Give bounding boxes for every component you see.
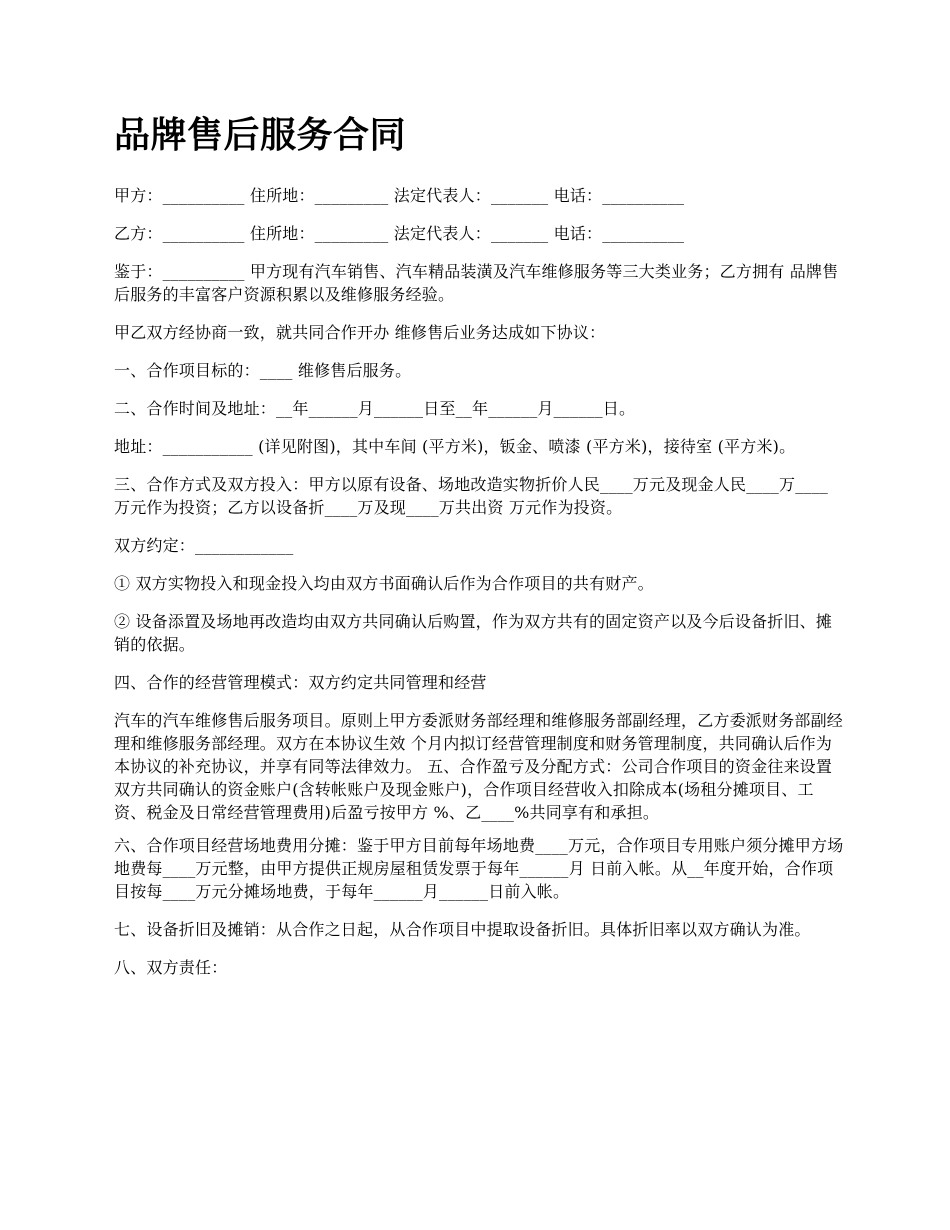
clause-2-time: 二、合作时间及地址：__年______月______日至__年______月______日。 (114, 399, 636, 418)
clause-4-management: 四、合作的经营管理模式：双方约定共同管理和经营 (114, 673, 487, 692)
whereas-clause: 鉴于：__________ 甲方现有汽车销售、汽车精品装潢及汽车维修服务等三大类业务；乙方拥有 品牌售后服务的丰富客户资源积累以及维修服务经验。 (114, 262, 839, 304)
document-page (114, 112, 844, 994)
clause-7-depreciation: 七、设备折旧及摊销：从合作之日起，从合作项目中提取设备折旧。具体折旧率以双方确认为准。 (114, 920, 811, 939)
mutual-agreement-line: 双方约定：____________ (114, 536, 294, 555)
clause-3-investment: 三、合作方式及双方投入：甲方以原有设备、场地改造实物折价人民____万元及现金人民____万____万元作为投资；乙方以设备折____万及现____万共出资 万元作为投资。 (114, 475, 829, 517)
agreement-item-2: ② 设备添置及场地再改造均由双方共同确认后购置，作为双方共有的固定资产以及今后设备折旧、摊销的依据。 (114, 612, 833, 654)
address-paragraph: 地址：___________ (详见附图)，其中车间 (平方米)，钣金、喷漆 (平方米)，接待室 (平方米)。 (114, 437, 796, 456)
party-a-line: 甲方：__________ 住所地：_________ 法定代表人：_______ 电话：__________ (114, 186, 685, 205)
agreement-item-1: ① 双方实物投入和现金投入均由双方书面确认后作为合作项目的共有财产。 (114, 574, 654, 593)
clause-6-site-fees: 六、合作项目经营场地费用分摊：鉴于甲方目前每年场地费____万元，合作项目专用账户须分摊甲方场地费每____万元整，由甲方提供正规房屋租赁发票于每年______月 日前入帐。从__年度开始，合作项目按每____万元分摊场地费，于每年______月______日前入帐。 (114, 836, 844, 901)
clause-1-subject: 一、合作项目标的：____ 维修售后服务。 (114, 361, 412, 380)
management-detail-paragraph: 汽车的汽车维修售后服务项目。原则上甲方委派财务部经理和维修服务部副经理，乙方委派财务部副经理和维修服务部经理。双方在本协议生效 个月内拟订经营管理制度和财务管理制度，共同确认后作为本协议的补充协议，并享有同等法律效力。 五、合作盈亏及分配方式：公司合作项目的资金往来设置双方共同确认的资金账户(含转帐账户及现金账户)，合作项目经营收入扣除成本(场租分摊项目、工资、税金及日常经营管理费用)后盈亏按甲方 %、乙____%共同享有和承担。 (114, 711, 844, 822)
clause-8-responsibilities: 八、双方责任： (114, 958, 228, 977)
document-title: 品牌售后服务合同 (114, 115, 407, 156)
party-b-line: 乙方：__________ 住所地：_________ 法定代表人：_______ 电话：__________ (114, 224, 685, 243)
agreement-intro: 甲乙双方经协商一致，就共同合作开办 维修售后业务达成如下协议： (114, 323, 606, 342)
